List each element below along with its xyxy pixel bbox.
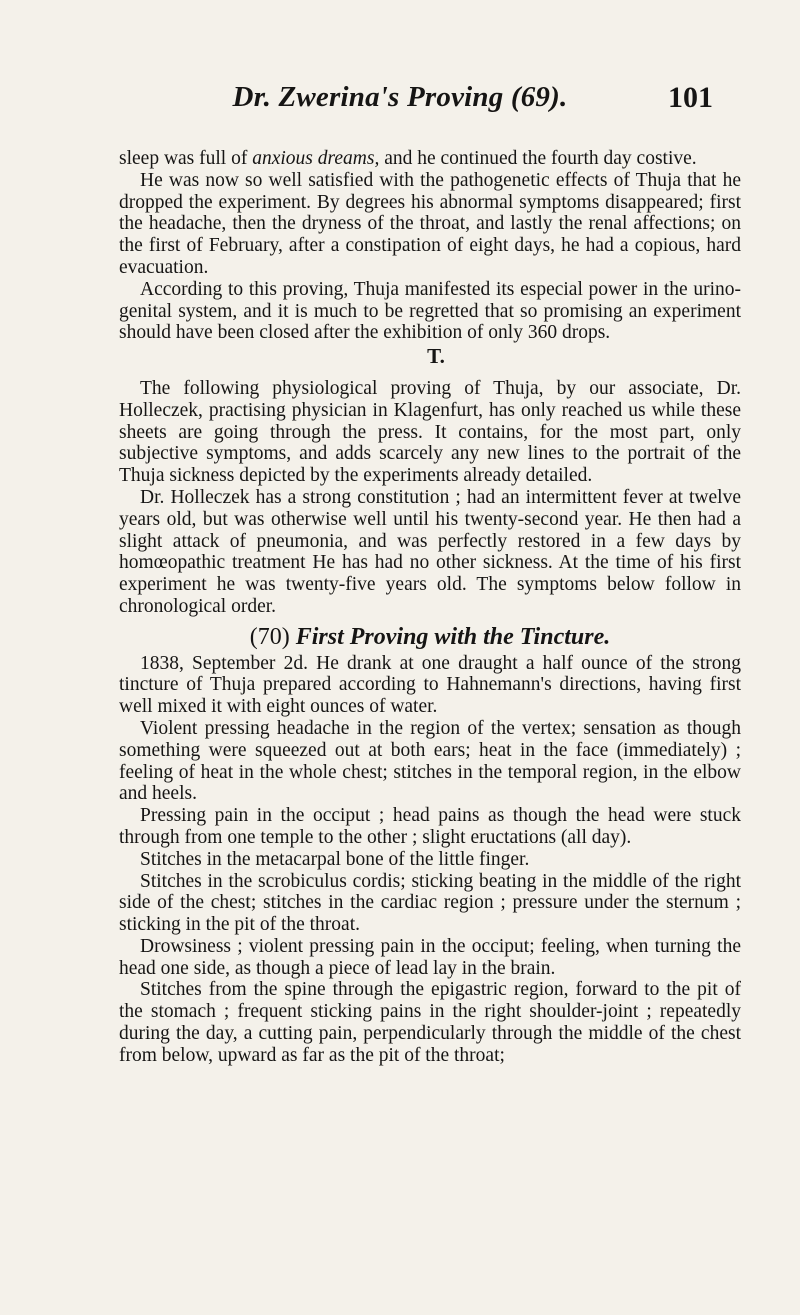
paragraph: 1838, September 2d. He drank at one draught a half ounce of the strong tincture of Thuja prepared according to Hahnemann's directions, having first well mixed it with eight ounces of water. [119,652,741,718]
paragraph: Stitches in the scrobiculus cordis; sticking beating in the middle of the right side of the chest; stitches in the cardiac region ; pressure under the sternum ; sticking in the pit of the throat. [119,870,741,936]
section-heading: T. [427,344,445,369]
paragraph: According to this proving, Thuja manifested its especial power in the urino-genital system, and it is much to be regretted that so promising an experiment should have been closed after the exhibition of only 360 drops. [119,278,741,344]
subsection-heading [119,623,741,650]
emphasis-text: anxious dreams, [252,148,380,169]
paragraph: Violent pressing headache in the region of the vertex; sensation as though something were squeezed out at both ears; heat in the face (immediately) ; feeling of heat in the whole chest; stitches in the temporal region, in the elbow and heels. [119,717,741,805]
body-text [119,148,741,1067]
paragraph: Dr. Holleczek has a strong constitution ; had an intermittent fever at twelve years old, but was otherwise well until his twenty-second year. He then had a slight attack of pneumonia, and was perfectly restored in a few days by homœopathic treatment He has had no other sickness. At the time of his first experiment he was twenty-five years old. The symptoms below follow in chronological order. [119,486,741,617]
paragraph: The following physiological proving of Thuja, by our associate, Dr. Holleczek, practising physician in Klagenfurt, has only reached us while these sheets are going through the press. It contains, for the most part, only subjective symptoms, and adds scarcely any new lines to the portrait of the Thuja sickness depicted by the experiments already detailed. [119,377,741,487]
subsection-number: (70) [249,623,290,650]
paragraph-text: and he continued the fourth day costive. [379,148,697,169]
page-number: 101 [668,81,713,114]
subsection-title: First Proving with the Tincture. [295,623,611,650]
paragraph [119,148,741,170]
paragraph: Stitches from the spine through the epigastric region, forward to the pit of the stomach ; frequent sticking pains in the right shoulder-joint ; repeatedly during the day, a cutting pain, perpendicularly through the middle of the chest from below, upward as far as the pit of the throat; [119,979,741,1066]
paragraph-text: sleep was full of [119,148,253,169]
paragraph: He was now so well satisfied with the pathogenetic effects of Thuja that he dropped the experiment. By degrees his abnormal symptoms disappeared; first the headache, then the dryness of the throat, and lastly the renal affections; on the first of February, after a constipation of eight days, he had a copious, hard evacuation. [119,169,741,278]
page-header [0,81,800,131]
paragraph: Pressing pain in the occiput ; head pains as though the head were stuck through from one temple to the other ; slight eructations (all day). [119,805,741,848]
paragraph: Stitches in the metacarpal bone of the little finger. [140,848,530,870]
running-title: Dr. Zwerina's Proving (69). [232,81,568,113]
paragraph: Drowsiness ; violent pressing pain in the occiput; feeling, when turning the head one side, as though a piece of lead lay in the brain. [119,935,741,979]
